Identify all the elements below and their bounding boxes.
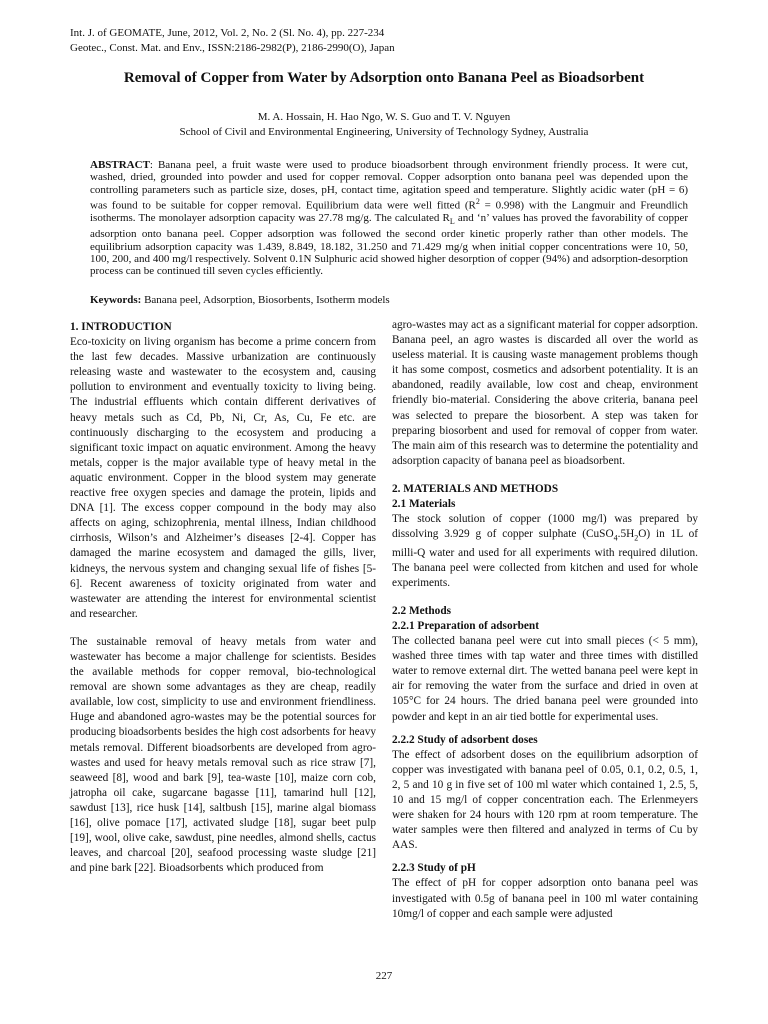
- subsection-heading-materials: 2.1 Materials: [392, 498, 456, 511]
- affiliation: School of Civil and Environmental Engineering, University of Technology Sydney, Australia: [179, 126, 589, 138]
- authors: M. A. Hossain, H. Hao Ngo, W. S. Guo and T. V. Nguyen: [257, 111, 511, 123]
- abstract-text-3: and ‘n’ values has proved the favorability of copper adsorption onto banana peel. Copper adsorption was followed the second order kinetic properly rather than other models. The equilibrium adsorption capacity was 1.439, 8.849, 18.182, 31.250 and 71.429 mg/g when initial copper concentrations were 10, 50, 100, 200, and 400 mg/l respectively. Solvent 0.1N Sulphuric acid showed higher desorption of copper (94%) and adsorption-desorption process can be continued till seven cycles efficiently.: [90, 211, 688, 278]
- keywords-label: Keywords:: [90, 294, 142, 306]
- subsection-heading-preparation: 2.2.1 Preparation of adsorbent: [392, 619, 539, 632]
- keywords-text: Banana peel, Adsorption, Biosorbents, Isotherm models: [141, 294, 390, 306]
- abstract: [90, 159, 688, 278]
- ph-paragraph: The effect of pH for copper adsorption onto banana peel was investigated with 0.5g of banana peel in 100 ml water containing 10mg/l of copper and each sample were adjusted: [392, 877, 698, 920]
- subsection-heading-ph: 2.2.3 Study of pH: [392, 862, 476, 875]
- abstract-rl-sub: L: [449, 217, 455, 227]
- left-column: [70, 320, 376, 876]
- abstract-text-1: : Banana peel, a fruit waste were used to produce bioadsorbent through environment friendly process. It were cut, washed, dried, grounded into powder and used for copper removal. Copper adsorption onto banana peel was depended upon the controlling parameters such as particle size, doses, pH, contact time, agitation speed and temperature. Slightly acidic water (pH = 6) was found to be suitable for copper removal. Equilibrium data were well fitted (R: [90, 159, 688, 212]
- materials-paragraph: [392, 512, 698, 591]
- section-heading-materials-methods: 2. MATERIALS AND METHODS: [392, 482, 559, 495]
- paper-title: Removal of Copper from Water by Adsorption onto Banana Peel as Bioadsorbent: [123, 70, 645, 86]
- intro-paragraph-2: The sustainable removal of heavy metals from water and wastewater has become a major challenge for scientists. Besides the available methods for copper removal, bio-technological removal are shown some advantages as they are cheap, readily available, low cost, simplicity to use and environment friendliness. Huge and abandoned agro-wastes may be the potential sources for producing bioadsorbents besides the high cost adsorbents for heavy metals removal. Different bioadsorbents are developed from agro-wastes and used for heavy metals removal such as rice straw [7], seaweed [8], wood and bark [9], tea-waste [10], maize corn cob, jatropha oil cake, sugarcane bagasse [11], tamarind hull [12], sawdust [13], rice husk [14], saltbush [15], marine algal biomass [16], olive pomace [17], activated sludge [18], sugar beet pulp [19], wool, olive cake, sawdust, pine needles, almond shells, cactus leaves, and charcoal [20], seafood processing waste sludge [21] and pine bark [22]. Bioadsorbents which produced from: [70, 635, 376, 875]
- preparation-paragraph: The collected banana peel were cut into small pieces (< 5 mm), washed three times with tap water and three times with distilled water to remove external dirt. The wetted banana peel were kept in air for removing the water from the surface and dried in oven at 105°C for 24 hours. The dried banana peel were grounded into powder and kept in an air tied bottle for experimental uses.: [392, 635, 698, 723]
- section-heading-introduction: 1. INTRODUCTION: [70, 321, 172, 333]
- abstract-r2-sup: 2: [475, 196, 480, 206]
- intro-paragraph-3: agro-wastes may act as a significant material for copper adsorption. Banana peel, an agro wastes is discarded all over the world as useless material. It is causing waste management problems though it has some compost, cosmetics and adsorbent potentiality. It is an abandoned, readily available, low cost and cheap, environment friendly bio-material. Considering the above criteria, banana peel was selected to prepare the biosorbent. A step was taken for preparing biosorbent and used for removal of copper from water. The main aim of this research was to determine the potentiality and adsorption capacity of banana peel as bioadsorbent.: [392, 319, 698, 467]
- abstract-label: ABSTRACT: [90, 159, 150, 171]
- materials-text-3: O) in 1L of milli-Q water and used for all experiments with required dilution. The banana peel were collected from kitchen and used for whole experiments.: [392, 528, 698, 589]
- right-column: [392, 318, 698, 922]
- keywords: [90, 294, 688, 307]
- subsection-heading-doses: 2.2.2 Study of adsorbent doses: [392, 733, 538, 746]
- journal-line-2: Geotec., Const. Mat. and Env., ISSN:2186-2982(P), 2186-2990(O), Japan: [70, 42, 395, 54]
- intro-paragraph-1: Eco-toxicity on living organism has become a prime concern from the last few decades. Massive urbanization are continuously releasing waste and wastewater to the ecosystem and, causing pollution to environment and eventually toxicity to living being. The industrial effluents which contain different derivatives of heavy metals such as Cd, Pb, Ni, Cr, As, Cu, Fe etc. are continuously discharging to the ecosystem and producing a significant toxic impact on aquatic environment. Among the heavy metals, copper is the major available type of heavy metal in the aquatic environment. Copper in the blood system may generate reactive free oxygen species and damage the protein, lipids and DNA [1]. The excess copper compound in the body may also affects on aging, schizophrenia, mental illness, Indian childhood cirrhosis, Wilson’s and Alzheimer’s diseases [2-4]. Copper has damaged the marine ecosystem and damaged the gills, liver, kidneys, the nervous system and changing sexual life of fishes [5-6]. Recent awareness of toxicity originated from water and wastewater are attending the interest for environmental scientist and researcher.: [70, 336, 376, 620]
- page-number: 227: [375, 970, 393, 982]
- materials-sub-4: 4: [613, 533, 618, 543]
- abstract-text-2: = 0.998) with the Langmuir and Freundlich isotherms. The monolayer adsorption capacity was 27.78 mg/g. The calculated R: [90, 199, 688, 224]
- materials-text-1: The stock solution of copper (1000 mg/l) was prepared by dissolving 3.929 g of copper sulphate (CuSO: [392, 513, 698, 541]
- materials-text-2: .5H: [617, 528, 635, 541]
- journal-line-1: Int. J. of GEOMATE, June, 2012, Vol. 2, No. 2 (Sl. No. 4), pp. 227-234: [70, 27, 385, 39]
- journal-header: [70, 26, 395, 56]
- doses-paragraph: The effect of adsorbent doses on the equilibrium adsorption of copper was investigated with banana peel of 0.05, 0.1, 0.2, 0.5, 1, 2, 5 and 10 g in five set of 100 ml water which contained 1, 2.5, 5, 10 and 15 mg/l of copper concentration each. The Erlenmeyers were shaken for 24 hours with 120 rpm at room temperature. The water samples were then filtered and analyzed in terms of Cu by AAS.: [392, 748, 698, 852]
- subsection-heading-methods: 2.2 Methods: [392, 604, 451, 617]
- materials-sub-2: 2: [634, 533, 639, 543]
